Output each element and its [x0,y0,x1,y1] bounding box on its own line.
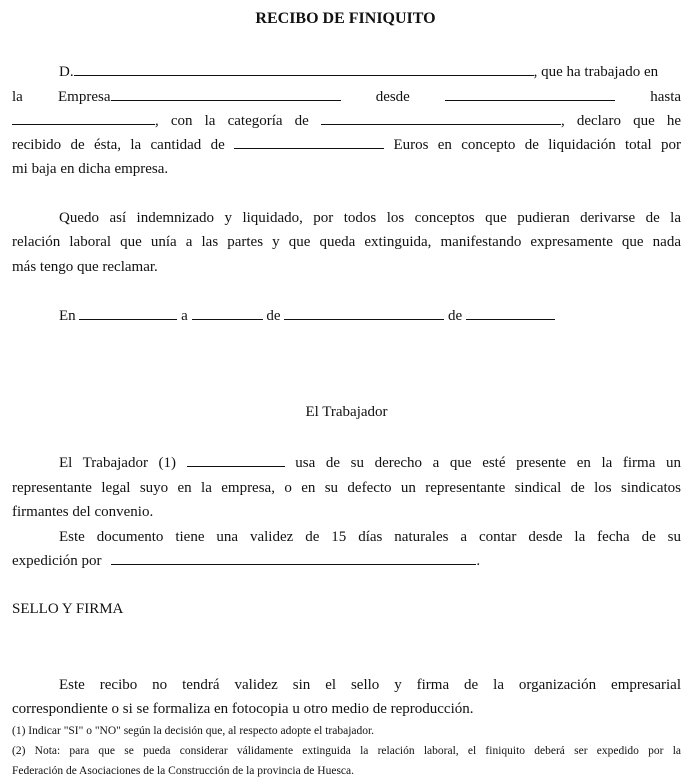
yes-no-blank[interactable] [187,453,285,467]
stamp-label: SELLO Y FIRMA [12,601,124,617]
footnote-1: (1) Indicar "SI" o "NO" según la decisión que, al respecto adopte el trabajador. [12,725,375,737]
p2-line-2: relación laboral que unía a las partes y que queda extinguida, manifestando expresamente que nada [12,234,681,250]
signature-label: El Trabajador [305,404,388,420]
p1-line-1 [12,62,681,82]
footnote-2-cont: Federación de Asociaciones de la Construcción de la provincia de Huesca. [12,765,355,777]
category-blank[interactable] [321,111,561,125]
day-blank[interactable] [192,306,263,320]
text: El Trabajador (1) [59,455,177,471]
text: , declaro que he [560,113,682,129]
text: la [12,89,23,105]
year-blank[interactable] [466,306,555,320]
p4-line-1: Este recibo no tendrá validez sin el sello y firma de la organización empresarial [59,677,681,693]
p2-line-3: más tengo que reclamar. [12,259,158,275]
name-blank[interactable] [74,62,534,76]
text: hasta [650,89,682,105]
p3-line-3: firmantes del convenio. [12,504,154,520]
text: Empresa [58,89,111,105]
text: expedición por [12,553,102,569]
footnote-2: (2) Nota: para que se pueda considerar válidamente extinguida la relación laboral, el finiquito deberá ser expedido por la [12,745,681,757]
text: Euros en concepto de liquidación total por [393,137,681,153]
document-title: RECIBO DE FINIQUITO [255,10,436,27]
text: usa de su derecho a que esté presente en la firma un [295,455,681,471]
p1-line-2 [12,87,681,107]
month-blank[interactable] [284,306,444,320]
text: desde [375,89,410,105]
p3-line-2: representante legal suyo en la empresa, o en su defecto un representante sindical de los sindicatos [12,480,681,496]
text: . [476,553,481,569]
text: recibido de ésta, la cantidad de [12,137,225,153]
from-date-blank[interactable] [445,87,615,101]
company-blank[interactable] [111,87,341,101]
issuer-blank[interactable] [111,551,476,565]
p2-line-1: Quedo así indemnizado y liquidado, por todos los conceptos que pudieran derivarse de la [59,210,681,226]
text: de [266,308,281,324]
to-date-blank[interactable] [12,111,155,125]
p3-line-5 [12,551,681,571]
place-date-line [12,306,681,326]
p1-line-4 [12,135,681,155]
text: En [59,308,76,324]
text: de [448,308,463,324]
place-blank[interactable] [79,306,177,320]
text: , que ha trabajado en [533,64,659,80]
p3-line-4: Este documento tiene una validez de 15 días naturales a contar desde la fecha de su [59,529,681,545]
amount-blank[interactable] [234,135,384,149]
p3-line-1 [12,453,681,473]
text: , con la categoría de [155,113,309,129]
p4-line-2: correspondiente o si se formaliza en fotocopia u otro medio de reproducción. [12,701,474,717]
text: D. [59,64,74,80]
p1-line-5: mi baja en dicha empresa. [12,161,169,177]
p1-line-3 [12,111,681,131]
text: a [181,308,188,324]
